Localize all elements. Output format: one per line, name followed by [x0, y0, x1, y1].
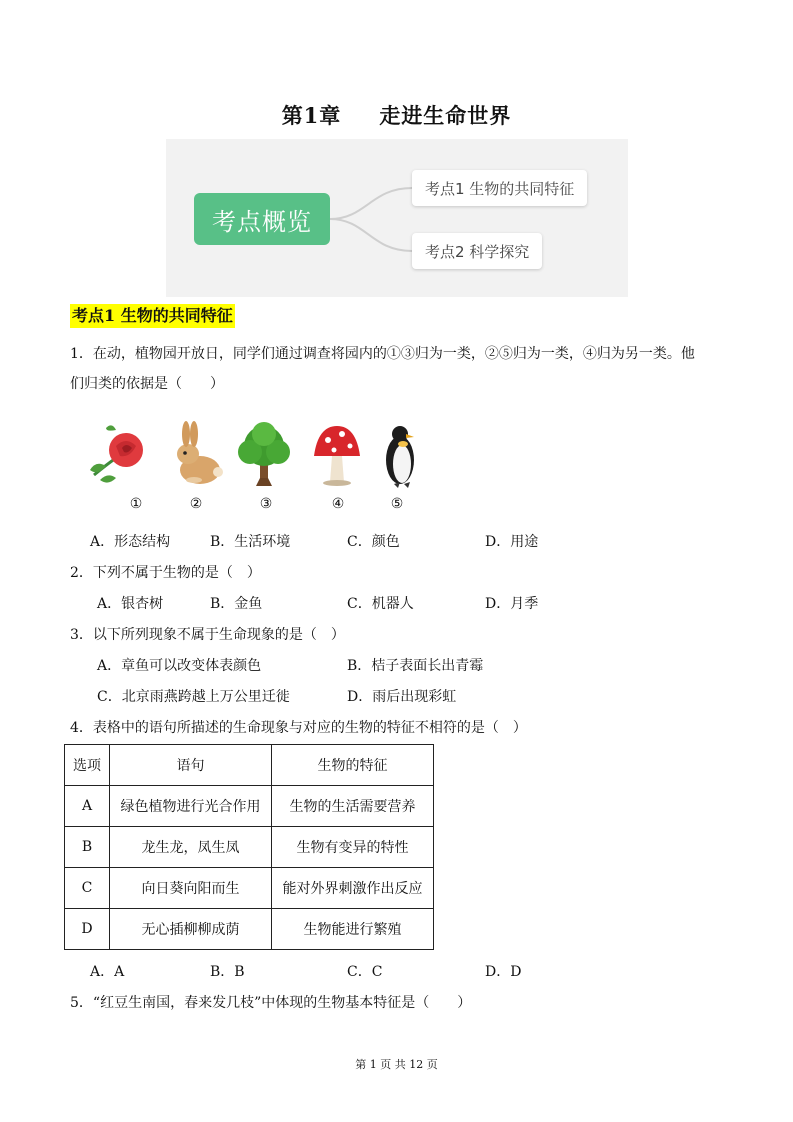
- q3-option-a: A．章鱼可以改变体表颜色: [97, 658, 262, 674]
- q4-option-c: C．C: [347, 964, 383, 980]
- table-cell: B: [65, 827, 110, 868]
- table-header-cell: 选项: [65, 745, 110, 786]
- q1-stem-line2: 们归类的依据是（ ）: [70, 376, 224, 392]
- rabbit-icon: [170, 420, 230, 490]
- q2-option-c: C．机器人: [347, 596, 414, 612]
- q3-option-d: D．雨后出现彩虹: [347, 689, 457, 705]
- chapter-number: 第1章: [281, 103, 342, 128]
- mindmap-node-2: 考点2 科学探究: [412, 233, 542, 269]
- table-cell: 向日葵向阳而生: [110, 868, 272, 909]
- table-cell: C: [65, 868, 110, 909]
- mindmap: [166, 139, 628, 297]
- q4-option-b: B．B: [210, 964, 245, 980]
- q4-stem: 4．表格中的语句所描述的生命现象与对应的生物的特征不相符的是（ ）: [70, 720, 527, 736]
- q4-option-a: A．A: [90, 964, 125, 980]
- image-label-1: ①: [129, 496, 143, 512]
- page-footer: 第 1 页 共 12 页: [355, 1058, 438, 1071]
- q2-option-a: A．银杏树: [97, 596, 164, 612]
- table-header-row: [65, 745, 434, 786]
- q1-option-d: D．用途: [485, 534, 539, 550]
- q5-stem: 5．“红豆生南国，春来发几枝”中体现的生物基本特征是（ ）: [70, 995, 472, 1011]
- mushroom-icon: [308, 420, 368, 490]
- table-row: [65, 868, 434, 909]
- table-cell: 能对外界刺激作出反应: [272, 868, 434, 909]
- q1-stem-line1: 1．在动，植物园开放日，同学们通过调查将园内的①③归为一类，②⑤归为一类，④归为另一类。他: [70, 346, 695, 362]
- q3-option-c: C．北京雨燕跨越上万公里迁徙: [97, 689, 290, 705]
- section-heading: 考点1 生物的共同特征: [70, 304, 235, 328]
- image-label-4: ④: [331, 496, 345, 512]
- table-cell: 生物有变异的特性: [272, 827, 434, 868]
- mindmap-node-1: 考点1 生物的共同特征: [412, 170, 587, 206]
- q1-option-c: C．颜色: [347, 534, 400, 550]
- tree-icon: [234, 420, 294, 490]
- table-cell: 龙生龙，凤生凤: [110, 827, 272, 868]
- q2-option-d: D．月季: [485, 596, 539, 612]
- table-cell: 生物的生活需要营养: [272, 786, 434, 827]
- table-row: [65, 827, 434, 868]
- table-row: [65, 909, 434, 950]
- q3-option-b: B．桔子表面长出青霉: [347, 658, 484, 674]
- table-header-cell: 语句: [110, 745, 272, 786]
- image-label-2: ②: [189, 496, 203, 512]
- penguin-icon: [370, 420, 430, 490]
- table-cell: 无心插柳柳成荫: [110, 909, 272, 950]
- q1-option-a: A．形态结构: [90, 534, 171, 550]
- q2-option-b: B．金鱼: [210, 596, 263, 612]
- chapter-name: 走进生命世界: [379, 103, 512, 128]
- q4-option-d: D．D: [485, 964, 522, 980]
- chapter-title: [0, 100, 793, 130]
- q1-option-b: B．生活环境: [210, 534, 291, 550]
- table-row: [65, 786, 434, 827]
- table-cell: 生物能进行繁殖: [272, 909, 434, 950]
- rose-icon: [86, 420, 146, 490]
- table-cell: A: [65, 786, 110, 827]
- table-cell: D: [65, 909, 110, 950]
- image-label-3: ③: [259, 496, 273, 512]
- table-header-cell: 生物的特征: [272, 745, 434, 786]
- table-cell: 绿色植物进行光合作用: [110, 786, 272, 827]
- q3-stem: 3．以下所列现象不属于生命现象的是（ ）: [70, 627, 345, 643]
- image-label-5: ⑤: [390, 496, 404, 512]
- label-circle: [104, 498, 128, 522]
- mindmap-root: 考点概览: [194, 193, 330, 245]
- q4-table: [64, 744, 434, 950]
- q2-stem: 2．下列不属于生物的是（ ）: [70, 565, 261, 581]
